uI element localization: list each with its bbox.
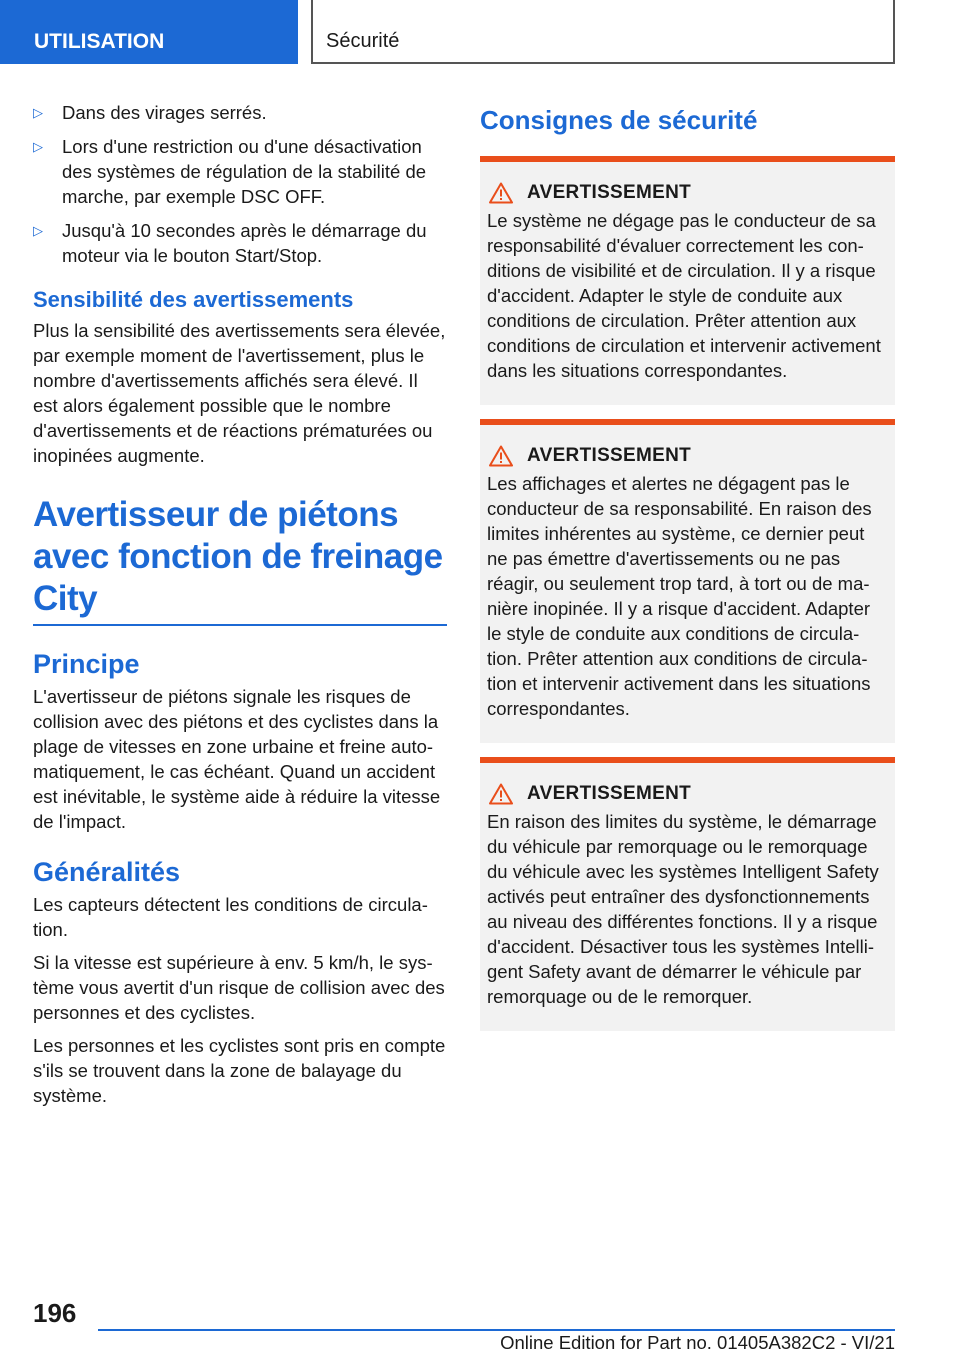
warning-label: AVERTISSEMENT [527,182,692,203]
principle-heading: Principe [33,649,140,679]
general-paragraph: Si la vitesse est supérieure à env. 5 km/h, le système vous avertit d'un risque de collision avec des personnes et des cyclistes. [33,952,445,1023]
general-paragraph: Les personnes et les cyclistes sont pris en compte s'ils se trouvent dans la zone de balayage du système. [33,1035,446,1106]
header-chapter-title: Sécurité [311,0,895,64]
warning-text: Le système ne dégage pas le conducteur de sa responsabilité d'évaluer correctement les conditions de visibilité et de circulation. Il y a risque d'accident. Adapter le style de conduite aux conditions de circulation. Prêter attention aux conditions de circulation et intervenir activement dans les situations correspondantes. [487,210,881,381]
warning-box [480,419,895,743]
list-item [33,100,447,125]
warning-triangle-icon [489,182,513,204]
warning-box [480,757,895,1031]
warning-text: En raison des limites du système, le démarrage du véhicule par remorquage ou le remorquage du véhicule avec les systèmes Intelligent Safety activés peut entraîner des dysfonctionnements au niveau des différentes fonctions. Il y a risque d'accident. Désactiver tous les systèmes Intelligent Safety avant de démarrer le véhicule par remorquage ou de le remorquer. [487,811,879,1007]
list-item-text: Lors d'une restriction ou d'une désactivation des systèmes de régulation de la stabilité de marche, par exemple DSC OFF. [62,136,427,207]
list-item [33,134,447,209]
right-column [480,100,895,1045]
warning-triangle-icon [489,783,513,805]
general-paragraph: Les capteurs détectent les conditions de circulation. [33,894,428,940]
warning-triangle-icon [489,445,513,467]
warning-label: AVERTISSEMENT [527,783,692,804]
general-heading: Généralités [33,857,181,887]
warning-text: Les affichages et alertes ne dégagent pas le conducteur de sa responsabilité. En raison des limites inhérentes au système, ce dernier peut ne pas émettre d'avertissements ou ne pas réagir, ou seulement trop tard, à tort ou de manière inopinée. Il y a risque d'accident. Adapter le style de conduite aux conditions de circulation. Prêter attention aux conditions de circulation et intervenir activement dans les situations correspondantes. [487,473,872,719]
principle-text: L'avertisseur de piétons signale les risques de collision avec des piétons et des cyclistes dans la plage de vitesses en zone urbaine et freine automatiquement, le cas échéant. Quand un accident est inévitable, le système aide à réduire la vitesse de l'impact. [33,686,441,832]
triangle-bullet-icon: ▷ [33,223,43,238]
page-number: 196 [33,1298,77,1328]
footer-edition-text: Online Edition for Part no. 01405A382C2 - VI/21 [500,1332,895,1353]
list-item [33,218,447,268]
triangle-bullet-icon: ▷ [33,105,43,120]
sensitivity-text: Plus la sensibilité des avertissements sera élevée, par exemple moment de l'avertissement, plus le nombre d'avertissements affichés sera élevé. Il est alors également possible que le nombre d'avertissements et de réactions prématurées ou inopinées augmente. [33,320,446,466]
warning-title-row [487,783,888,805]
warning-label: AVERTISSEMENT [527,445,692,466]
left-column [33,100,447,1116]
triangle-bullet-icon: ▷ [33,139,43,154]
section-main-heading: Avertisseur de piétons avec fonction de freinage City [33,494,447,626]
list-item-text: Jusqu'à 10 secondes après le démarrage du moteur via le bouton Start/Stop. [62,220,427,266]
sensitivity-heading: Sensibilité des avertissements [33,287,354,312]
safety-instructions-heading: Consignes de sécurité [480,105,758,135]
warning-title-row [487,182,888,204]
list-item-text: Dans des virages serrés. [62,102,267,123]
footer-divider [98,1329,895,1331]
bullet-list [33,100,447,268]
header-section-tab: UTILISATION [0,0,298,64]
warning-title-row [487,445,888,467]
warning-box [480,156,895,405]
